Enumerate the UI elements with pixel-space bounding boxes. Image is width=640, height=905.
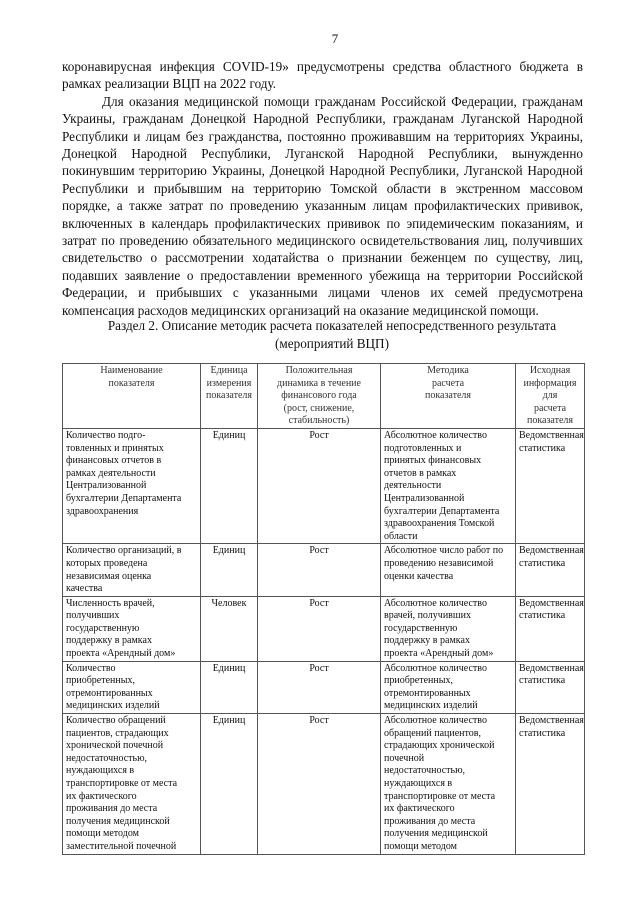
cell-unit: Единиц — [201, 428, 258, 543]
paragraph-line: свидетельство о рассмотрении ходатайства о признании беженцем по существу, лиц, — [62, 250, 583, 266]
table-row — [63, 714, 585, 855]
paragraph-line: порядке, а также затрат по проведению указанным лицам профилактических прививок, — [62, 198, 583, 214]
paragraph-line: Украины, гражданам Донецкой Народной Республики, гражданам Луганской Народной — [62, 111, 583, 127]
cell-source: Ведомственная статистика — [516, 661, 585, 713]
header-unit: Единица измерения показателя — [201, 364, 258, 429]
paragraph-line: подавших заявление о предоставлении временного убежища на территории Российской — [62, 267, 583, 283]
header-method: Методика расчета показателя — [381, 364, 516, 429]
paragraph-line: Для оказания медицинской помощи гражданам Российской Федерации, гражданам — [102, 93, 583, 109]
cell-indicator-name: Численность врачей, получивших государственную поддержку в рамках проекта «Арендный дом» — [63, 596, 201, 661]
paragraph-line: затрат по проведению обязательного медицинского освидетельствования лиц, получивших — [62, 233, 583, 249]
table-row — [63, 661, 585, 713]
table-row — [63, 428, 585, 543]
cell-dynamics: Рост — [258, 661, 381, 713]
cell-indicator-name: Количество обращений пациентов, страдающих хронической почечной недостаточностью, нуждающихся в транспортировке от места их фактического проживания до места получения медицинской помощи методом заместительной почечной — [63, 714, 201, 855]
section-heading-line-2: (мероприятий ВЦП) — [275, 336, 389, 351]
section-heading — [62, 317, 602, 353]
table-row — [63, 596, 585, 661]
cell-source: Ведомственная статистика — [516, 544, 585, 596]
cell-source: Ведомственная статистика — [516, 596, 585, 661]
cell-dynamics: Рост — [258, 714, 381, 855]
cell-dynamics: Рост — [258, 544, 381, 596]
section-heading-line-1: Раздел 2. Описание методик расчета показателей непосредственного результата — [107, 318, 557, 333]
header-indicator-name: Наименование показателя — [63, 364, 201, 429]
paragraph-line: коронавирусная инфекция COVID-19» предусмотрены средства областного бюджета в — [62, 59, 583, 74]
paragraph-line: Республики и прибывшим на территорию Томской области в экстренном массовом — [62, 180, 583, 196]
cell-source: Ведомственная статистика — [516, 428, 585, 543]
cell-dynamics: Рост — [258, 428, 381, 543]
paragraph-line: рамках реализации ВЦП на 2022 году. — [62, 76, 277, 92]
cell-source: Ведомственная статистика — [516, 714, 585, 855]
paragraph-line: включенных в календарь профилактических прививок по эпидемическим показаниям, и — [62, 215, 583, 231]
cell-method: Абсолютное количество врачей, получивших государственную поддержку в рамках проекта «Арендный дом» — [381, 596, 516, 661]
cell-indicator-name: Количество организаций, в которых проведена независимая оценка качества — [63, 544, 201, 596]
header-dynamics: Положительная динамика в течение финансового года (рост, снижение, стабильность) — [258, 364, 381, 429]
cell-unit: Единиц — [201, 714, 258, 855]
paragraph-line: покинувшим территорию Украины, Донецкой Народной Республики, Луганской Народной — [62, 163, 583, 179]
methods-table — [62, 363, 585, 855]
cell-unit: Человек — [201, 596, 258, 661]
cell-indicator-name: Количество приобретенных, отремонтированных медицинских изделий — [63, 661, 201, 713]
paragraph-line: Федерации, и прибывших с указанными лицами членов их семей предусмотрена — [62, 285, 583, 301]
paragraph-line: Республики и лицам без гражданства, постоянно проживавшим на территориях Украины, — [62, 128, 583, 144]
table-header-row — [63, 364, 585, 429]
page-number: 7 — [331, 31, 339, 46]
cell-method: Абсолютное число работ по проведению независимой оценки качества — [381, 544, 516, 596]
cell-method: Абсолютное количество обращений пациентов, страдающих хронической почечной недостаточностью, нуждающихся в транспортировке от места их фактического проживания до места получения медицинской помощи методом — [381, 714, 516, 855]
paragraph-line: Донецкой Народной Республики, Луганской Народной Республики, вынужденно — [62, 146, 583, 162]
cell-method: Абсолютное количество подготовленных и принятых финансовых отчетов в рамках деятельности Централизованной бухгалтерии Департамента здравоохранения Томской области — [381, 428, 516, 543]
cell-dynamics: Рост — [258, 596, 381, 661]
cell-method: Абсолютное количество приобретенных, отремонтированных медицинских изделий — [381, 661, 516, 713]
cell-indicator-name: Количество подго- товленных и принятых финансовых отчетов в рамках деятельности Централизованной бухгалтерии Департамента здравоохранения — [63, 428, 201, 543]
body-text — [62, 58, 583, 319]
cell-unit: Единиц — [201, 544, 258, 596]
paragraph-line: компенсация расходов медицинских организаций на оказание медицинской помощи. — [62, 302, 539, 318]
table-row — [63, 544, 585, 596]
header-source: Исходная информация для расчета показателя — [516, 364, 585, 429]
cell-unit: Единиц — [201, 661, 258, 713]
